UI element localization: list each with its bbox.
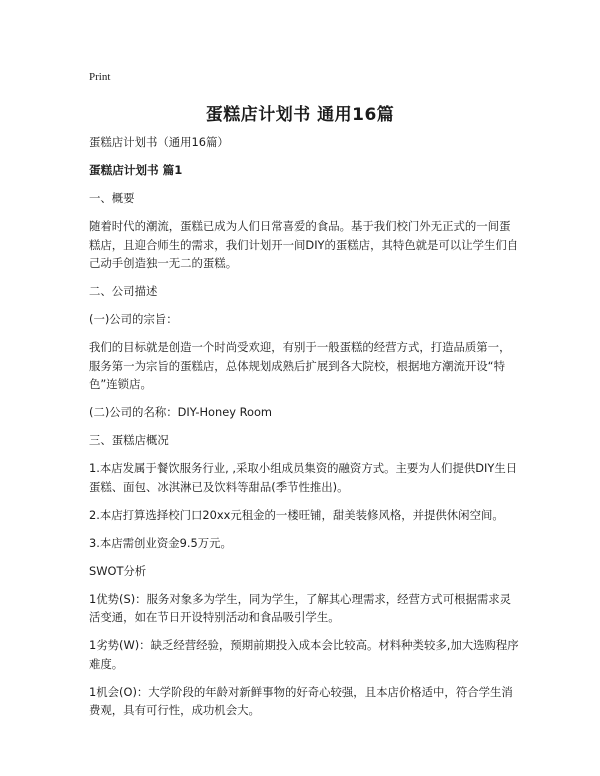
- print-label: Print: [89, 71, 111, 83]
- paragraph-item-3: 3.本店需创业资金9.5万元。: [89, 535, 232, 550]
- heading-swot: SWOT分析: [89, 563, 147, 578]
- heading-store-overview: 三、蛋糕店概况: [89, 433, 169, 447]
- document-body: [89, 133, 519, 729]
- paragraph-company-name: (二)公司的名称：DIY-Honey Room: [89, 405, 273, 419]
- heading-overview: 一、概要: [89, 191, 135, 205]
- paragraph-opportunities: 1机会(O)：大学阶段的年龄对新鲜事物的好奇心较强，且本店价格适中，符合学生消费观，具有可行性，成功机会大。: [89, 684, 513, 717]
- document-subtitle: 蛋糕店计划书（通用16篇）: [89, 135, 229, 149]
- section-heading: 蛋糕店计划书 篇1: [89, 163, 183, 177]
- heading-company: 二、公司描述: [89, 284, 158, 298]
- paragraph-overview: 随着时代的潮流，蛋糕已成为人们日常喜爱的食品。基于我们校门外无正式的一间蛋糕店，且迎合师生的需求，我们计划开一间DIY的蛋糕店，其特色就是可以让学生们自己动手创造独一无二的蛋糕。: [89, 219, 519, 270]
- paragraph-item-2: 2.本店打算选择校门口20xx元租金的一楼旺铺，甜美装修风格，并提供休闲空间。: [89, 507, 504, 522]
- heading-purpose: (一)公司的宗旨：: [89, 312, 178, 326]
- paragraph-weaknesses: 1劣势(W)：缺乏经营经验，预期前期投入成本会比较高。材料种类较多,加大选购程序难度。: [89, 638, 519, 671]
- paragraph-item-1: 1.本店发属于餐饮服务行业, ,采取小组成员集资的融资方式。主要为人们提供DIY生日蛋糕、面包、冰淇淋已及饮料等甜品(季节性推出)。: [89, 461, 518, 494]
- paragraph-strengths: 1优势(S)：服务对象多为学生，同为学生，了解其心理需求，经营方式可根据需求灵活变通，如在节日开设特别活动和食品吸引学生。: [89, 591, 512, 624]
- paragraph-purpose: 我们的目标就是创造一个时尚受欢迎，有别于一般蛋糕的经营方式，打造品质第一，服务第一为宗旨的蛋糕店，总体规划成熟后扩展到各大院校，根据地方潮流开设“特色”连锁店。: [89, 340, 511, 391]
- document-title: 蛋糕店计划书 通用16篇: [205, 105, 395, 125]
